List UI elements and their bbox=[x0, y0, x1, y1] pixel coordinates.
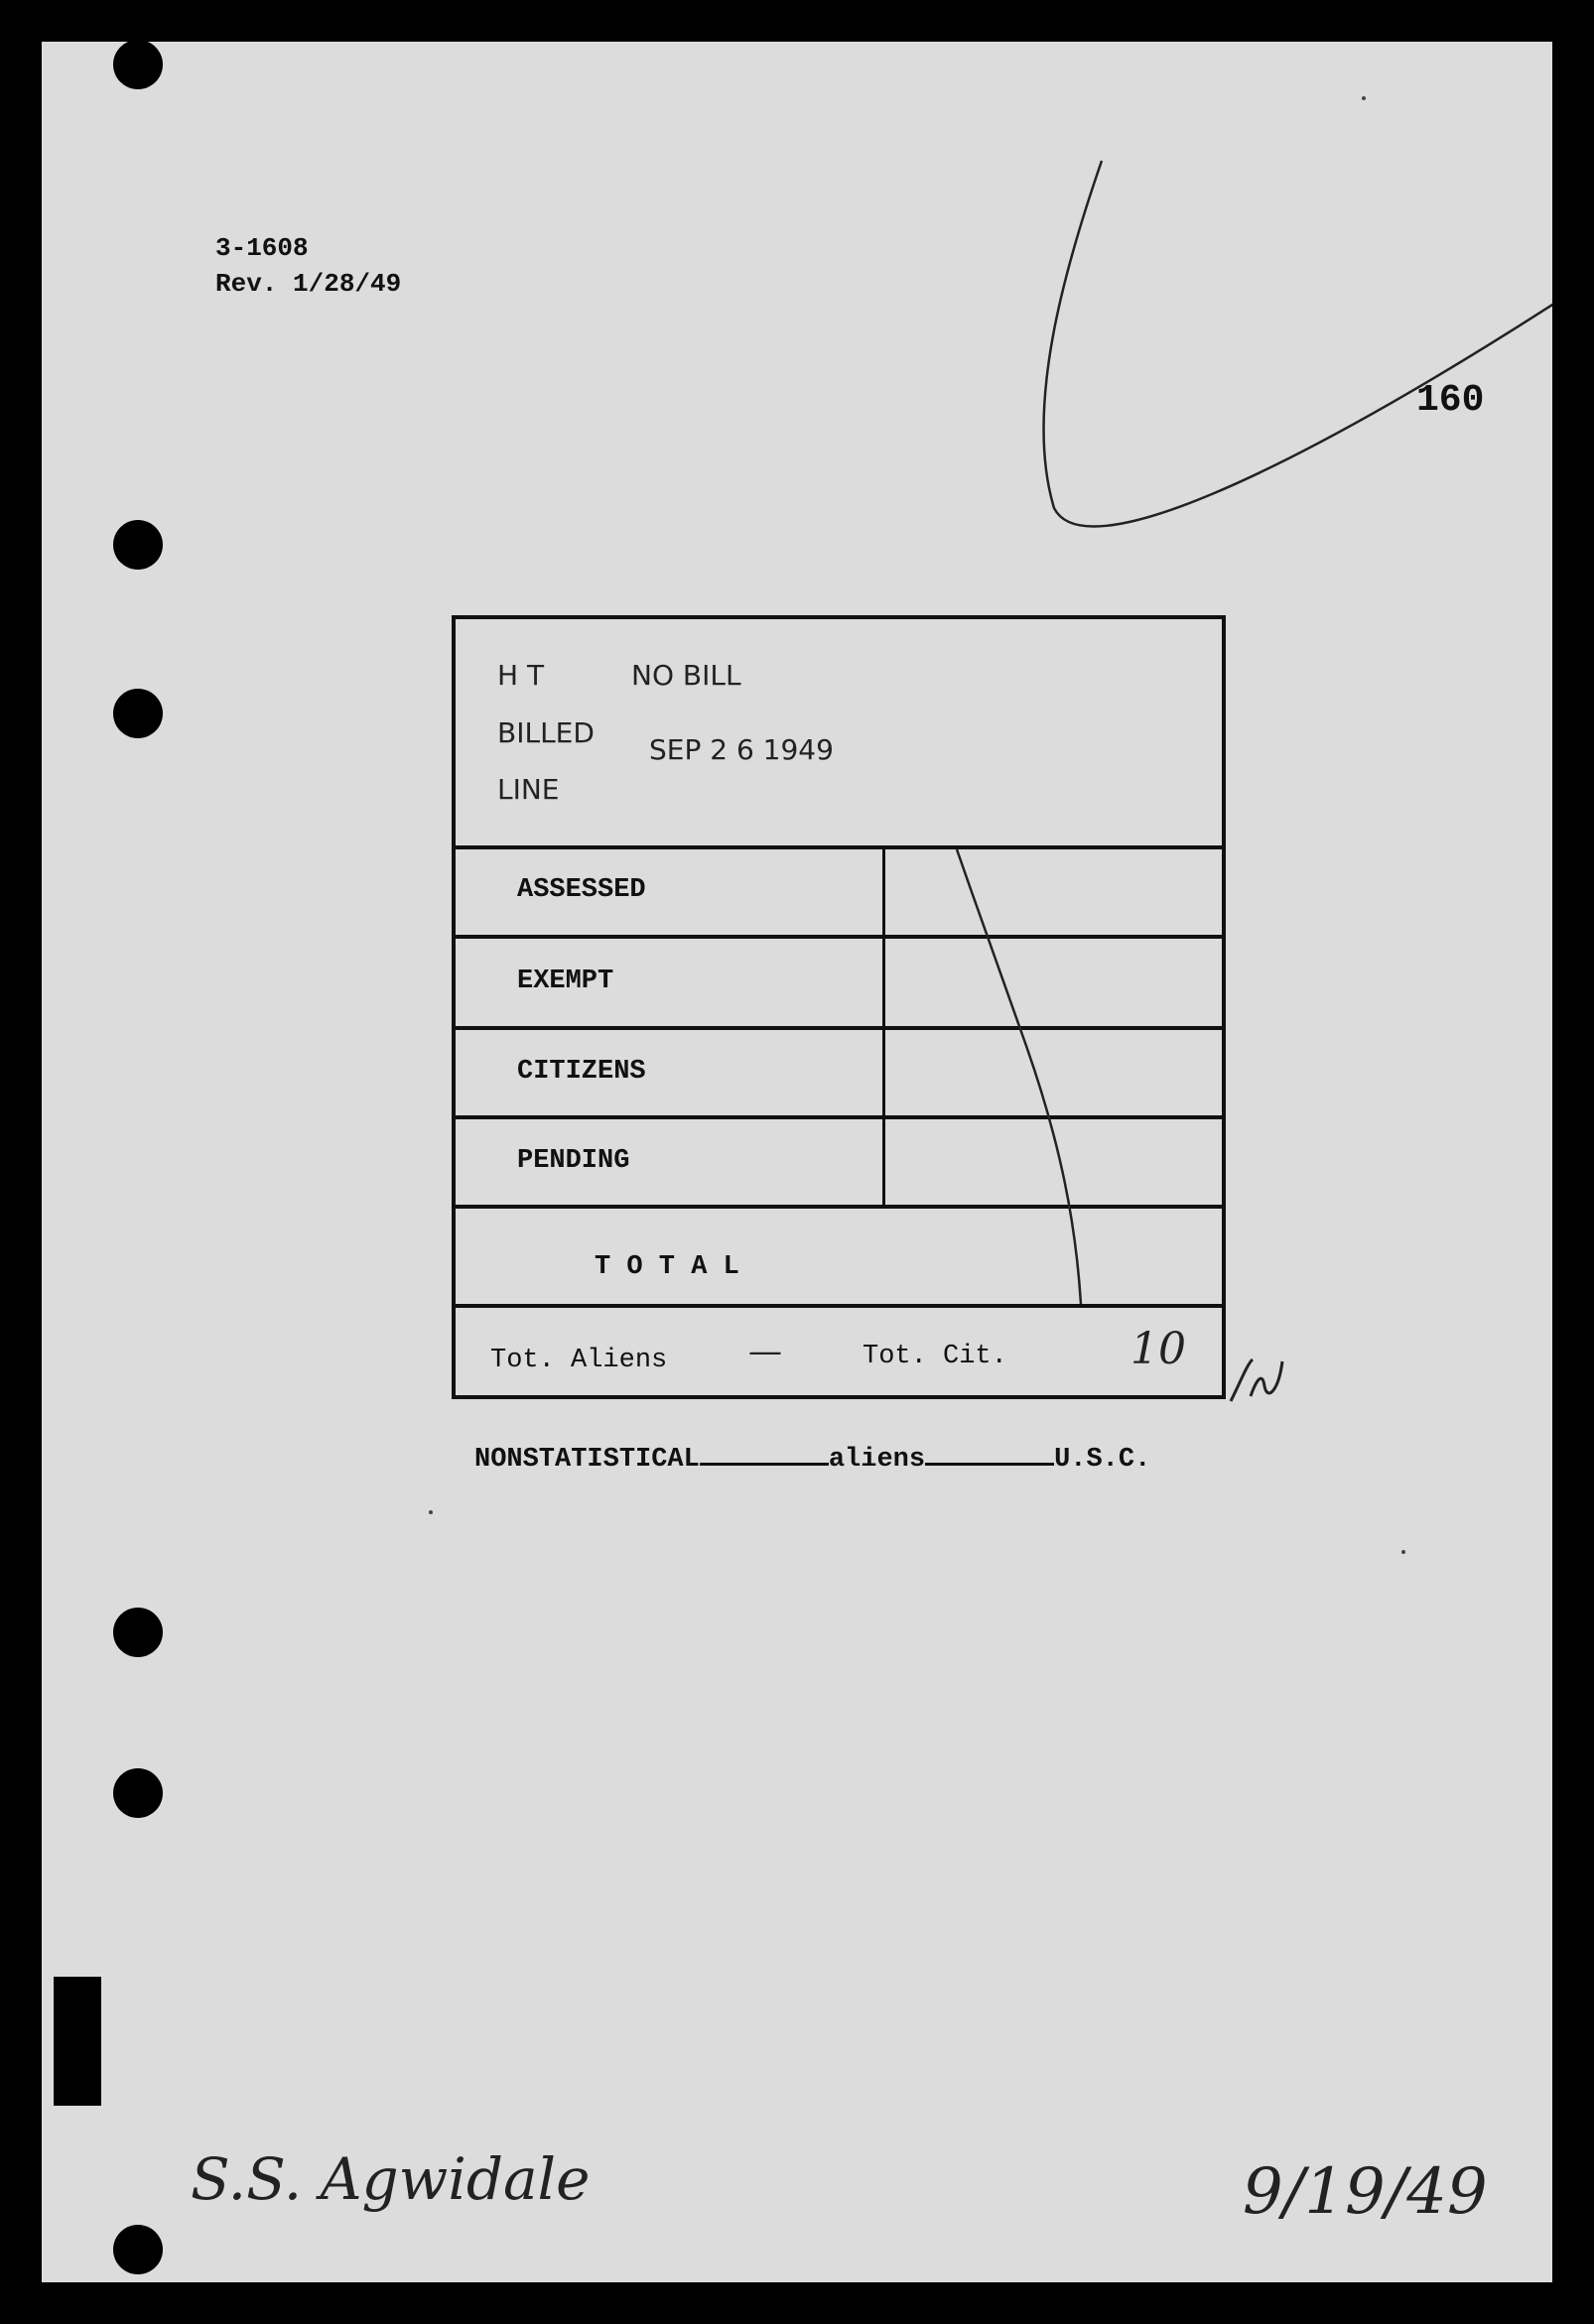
handwritten-date: 9/19/49 bbox=[1243, 2155, 1488, 2229]
edge-tab bbox=[54, 1977, 101, 2106]
column-divider bbox=[882, 849, 885, 1209]
check-mark-icon bbox=[1024, 151, 1552, 607]
speck bbox=[1362, 96, 1366, 100]
total-aliens-label: Tot. Aliens bbox=[490, 1346, 668, 1375]
row-label-exempt: EXEMPT bbox=[517, 967, 614, 996]
nonstatistical-aliens-label: aliens bbox=[828, 1445, 926, 1475]
form-number-block bbox=[215, 230, 401, 302]
stamp-billed-date: SEP 2 6 1949 bbox=[649, 733, 834, 766]
speck bbox=[429, 1510, 433, 1514]
stamp-ht: H T bbox=[497, 659, 545, 692]
handwritten-ship-name: S.S. Agwidale bbox=[191, 2145, 591, 2213]
punch-hole bbox=[113, 2225, 163, 2274]
tally-box bbox=[452, 615, 1226, 1399]
row-label-pending: PENDING bbox=[517, 1146, 630, 1176]
nonstatistical-line bbox=[474, 1441, 1150, 1475]
stamp-billed-label: BILLED bbox=[497, 716, 595, 749]
row-label-assessed: ASSESSED bbox=[517, 875, 646, 905]
nonstatistical-usc-label: U.S.C. bbox=[1054, 1445, 1151, 1475]
nonstatistical-aliens-blank bbox=[700, 1441, 829, 1466]
nonstatistical-usc-blank bbox=[925, 1441, 1054, 1466]
punch-hole bbox=[113, 1768, 163, 1818]
row-label-citizens: CITIZENS bbox=[517, 1057, 646, 1087]
nonstatistical-label: NONSTATISTICAL bbox=[474, 1445, 700, 1475]
punch-hole bbox=[113, 1608, 163, 1657]
pencil-slash-icon bbox=[952, 847, 1150, 1314]
page-number: 160 bbox=[1416, 379, 1485, 422]
total-aliens-value: — bbox=[748, 1332, 782, 1371]
punch-hole bbox=[113, 42, 163, 89]
punch-hole bbox=[113, 689, 163, 738]
total-citizens-label: Tot. Cit. bbox=[863, 1342, 1007, 1371]
initials-scribble-icon bbox=[1223, 1352, 1292, 1411]
stamp-line-label: LINE bbox=[497, 773, 560, 806]
total-citizens-value: 10 bbox=[1130, 1324, 1186, 1374]
stamp-no-bill: NO BILL bbox=[631, 659, 741, 692]
punch-hole bbox=[113, 520, 163, 570]
document-sheet bbox=[42, 42, 1552, 2282]
speck bbox=[1401, 1550, 1405, 1554]
form-number: 3-1608 bbox=[215, 233, 309, 263]
total-label: T O T A L bbox=[595, 1252, 739, 1282]
form-revision: Rev. 1/28/49 bbox=[215, 269, 402, 299]
